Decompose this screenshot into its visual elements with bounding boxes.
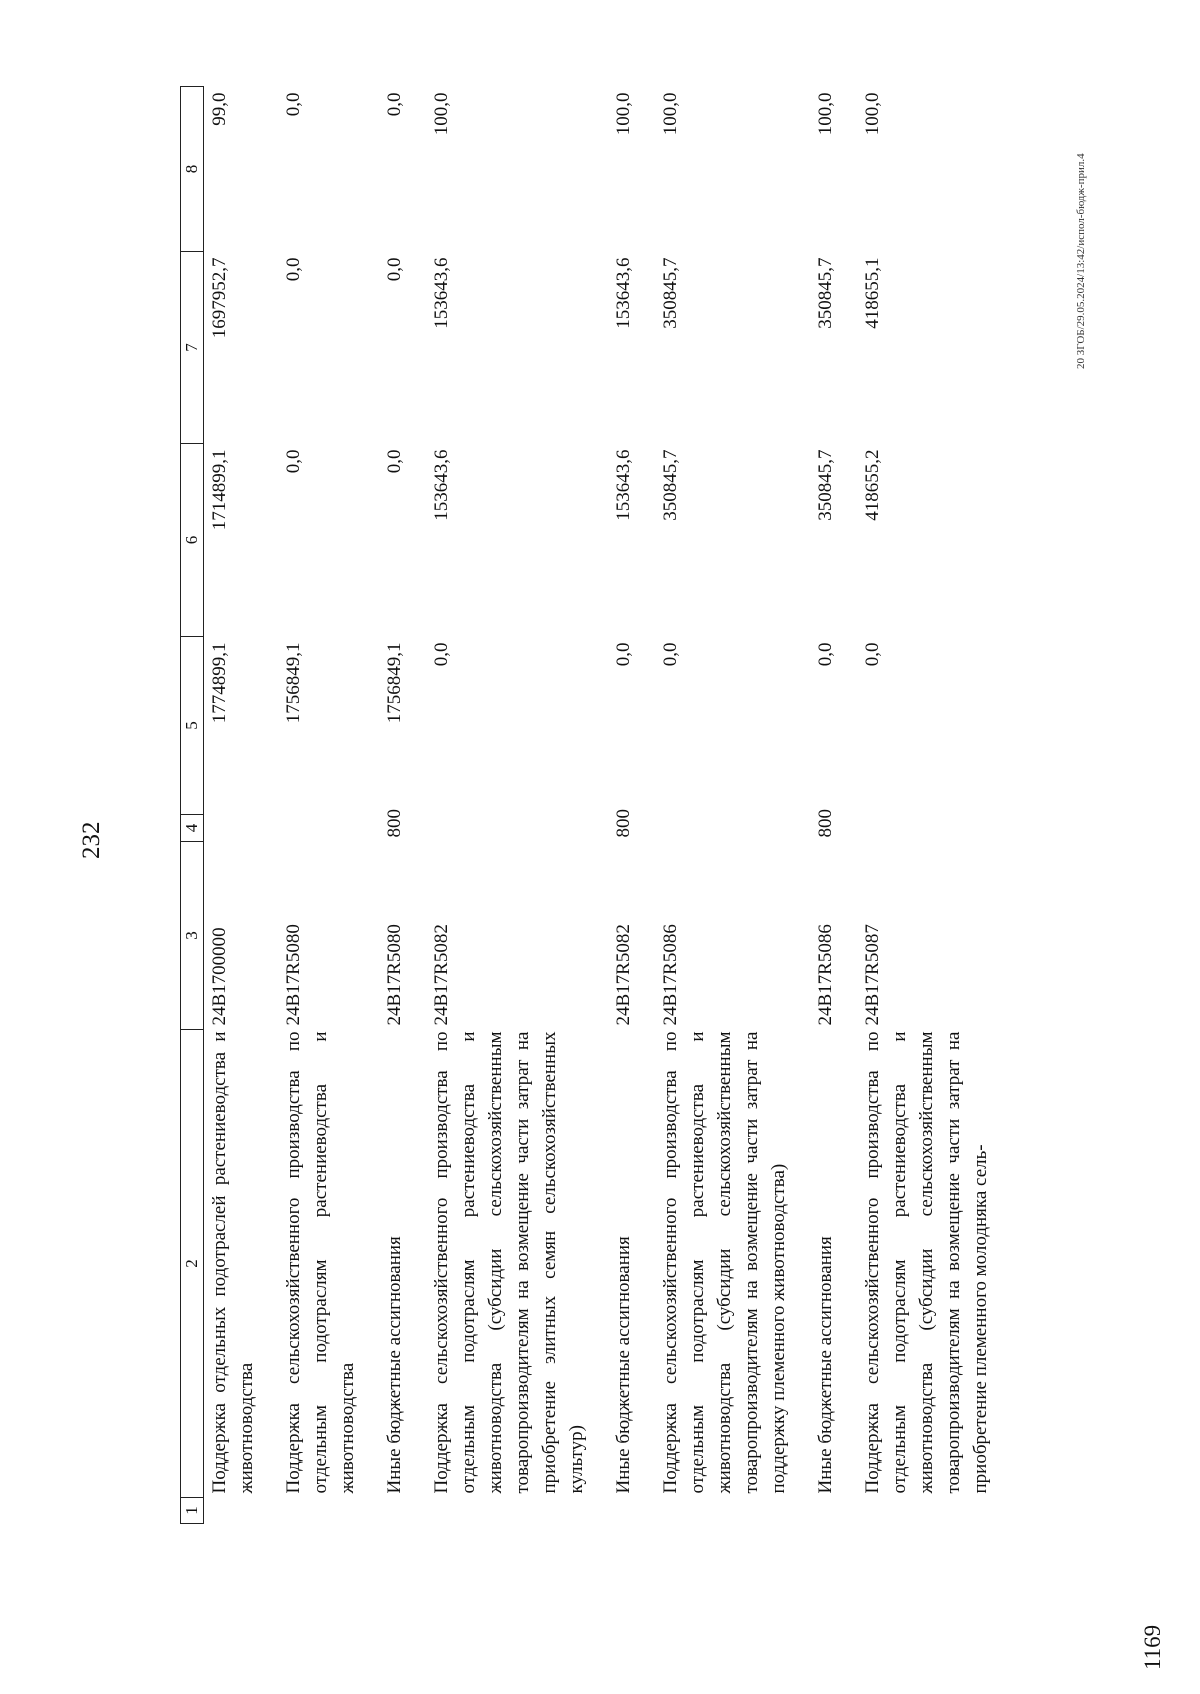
row-value-6: 153643,6 bbox=[613, 449, 634, 521]
column-header-5: 5 bbox=[181, 637, 204, 815]
row-expense-type bbox=[655, 815, 810, 842]
document-stamp: 20 ЗГОБ/29.05.2024/13:42/испол-бюдж-прил.4 bbox=[1075, 153, 1087, 369]
table-row bbox=[810, 87, 857, 1524]
row-code: 24B17R5082 bbox=[613, 924, 634, 1026]
row-value-5: 0,0 bbox=[613, 642, 634, 667]
row-value-8: 0,0 bbox=[384, 92, 405, 117]
row-value-8: 100,0 bbox=[815, 92, 836, 136]
row-value-6: 153643,6 bbox=[431, 449, 452, 521]
row-name: Поддержка отдельных подотраслей растениеводства и животноводства bbox=[209, 1031, 257, 1494]
row-value-6: 350845,7 bbox=[660, 449, 681, 521]
row-value-6: 0,0 bbox=[384, 449, 405, 474]
row-name: Иные бюджетные ассигнования bbox=[613, 1236, 634, 1494]
row-value-7: 418655,1 bbox=[862, 257, 883, 329]
row-value-5: 0,0 bbox=[660, 642, 681, 667]
row-code: 24B17R5080 bbox=[384, 924, 405, 1026]
row-value-5: 0,0 bbox=[431, 642, 452, 667]
row-value-8: 0,0 bbox=[283, 92, 304, 117]
budget-table bbox=[180, 86, 1012, 1524]
column-header-6: 6 bbox=[181, 444, 204, 637]
row-expense-type: 800 bbox=[815, 809, 836, 838]
column-header-7: 7 bbox=[181, 252, 204, 444]
row-value-6: 1714899,1 bbox=[209, 449, 230, 531]
row-index-cell bbox=[204, 1498, 279, 1524]
row-expense-type: 800 bbox=[384, 809, 405, 838]
row-value-6: 350845,7 bbox=[815, 449, 836, 521]
row-index-cell bbox=[655, 1498, 810, 1524]
row-value-5: 1756849,1 bbox=[384, 642, 405, 724]
table-row bbox=[655, 87, 810, 1524]
row-index-cell bbox=[379, 1498, 426, 1524]
row-value-7: 153643,6 bbox=[613, 257, 634, 329]
row-value-5: 0,0 bbox=[862, 642, 883, 667]
table-row bbox=[608, 87, 655, 1524]
row-value-5: 1756849,1 bbox=[283, 642, 304, 724]
row-value-7: 350845,7 bbox=[660, 257, 681, 329]
row-value-8: 100,0 bbox=[660, 92, 681, 136]
row-expense-type bbox=[204, 815, 279, 842]
row-value-8: 99,0 bbox=[209, 92, 230, 126]
column-header-4: 4 bbox=[181, 815, 204, 842]
table-row bbox=[426, 87, 608, 1524]
row-value-6: 418655,2 bbox=[862, 449, 883, 521]
row-name: Поддержка сельскохозяйственного производства по отдельным подотраслям растениеводства и животноводства (субсидии сельскохозяйственным товаропроизводителям на возмещение части затрат на приобретение племенного молодняка сель- bbox=[862, 1031, 991, 1494]
page-number: 232 bbox=[78, 821, 105, 859]
row-value-6: 0,0 bbox=[283, 449, 304, 474]
row-name: Поддержка сельскохозяйственного производства по отдельным подотраслям растениеводства и животноводства (субсидии сельскохозяйственным товаропроизводителям на возмещение части затрат на приобретение элитных семян сельскохозяйственных культур) bbox=[431, 1031, 587, 1494]
row-value-5: 1774899,1 bbox=[209, 642, 230, 724]
row-index-cell bbox=[608, 1498, 655, 1524]
column-header-3: 3 bbox=[181, 842, 204, 1030]
column-header-8: 8 bbox=[181, 87, 204, 252]
row-code: 24B17R5087 bbox=[862, 924, 883, 1026]
row-name: Иные бюджетные ассигнования bbox=[384, 1236, 405, 1494]
table-row bbox=[278, 87, 379, 1524]
row-index-cell bbox=[857, 1498, 1012, 1524]
row-value-7: 350845,7 bbox=[815, 257, 836, 329]
row-value-8: 100,0 bbox=[431, 92, 452, 136]
row-expense-type bbox=[857, 815, 1012, 842]
row-expense-type bbox=[278, 815, 379, 842]
table-row bbox=[857, 87, 1012, 1524]
table-header-row bbox=[181, 87, 204, 1524]
row-name: Поддержка сельскохозяйственного производства по отдельным подотраслям растениеводства и животноводства (субсидии сельскохозяйственным товаропроизводителям на возмещение части затрат на поддержку племенного животноводства) bbox=[660, 1031, 789, 1494]
table-row bbox=[204, 87, 279, 1524]
row-expense-type bbox=[426, 815, 608, 842]
table-row bbox=[379, 87, 426, 1524]
row-code: 24B17R5086 bbox=[660, 924, 681, 1026]
row-index-cell bbox=[810, 1498, 857, 1524]
row-index-cell bbox=[426, 1498, 608, 1524]
row-code: 24B17R5082 bbox=[431, 924, 452, 1026]
row-value-7: 153643,6 bbox=[431, 257, 452, 329]
row-value-7: 0,0 bbox=[283, 257, 304, 282]
footer-page-number: 1169 bbox=[1140, 1624, 1165, 1670]
row-code: 24B1700000 bbox=[209, 927, 230, 1026]
row-value-7: 1697952,7 bbox=[209, 257, 230, 339]
row-value-8: 100,0 bbox=[613, 92, 634, 136]
row-expense-type: 800 bbox=[613, 809, 634, 838]
row-value-7: 0,0 bbox=[384, 257, 405, 282]
row-name: Поддержка сельскохозяйственного производства по отдельным подотраслям растениеводства и животноводства bbox=[283, 1031, 358, 1494]
row-value-5: 0,0 bbox=[815, 642, 836, 667]
row-value-8: 100,0 bbox=[862, 92, 883, 136]
column-header-2: 2 bbox=[181, 1030, 204, 1498]
row-index-cell bbox=[278, 1498, 379, 1524]
row-name: Иные бюджетные ассигнования bbox=[815, 1236, 836, 1494]
column-header-1: 1 bbox=[181, 1498, 204, 1524]
row-code: 24B17R5080 bbox=[283, 924, 304, 1026]
row-code: 24B17R5086 bbox=[815, 924, 836, 1026]
